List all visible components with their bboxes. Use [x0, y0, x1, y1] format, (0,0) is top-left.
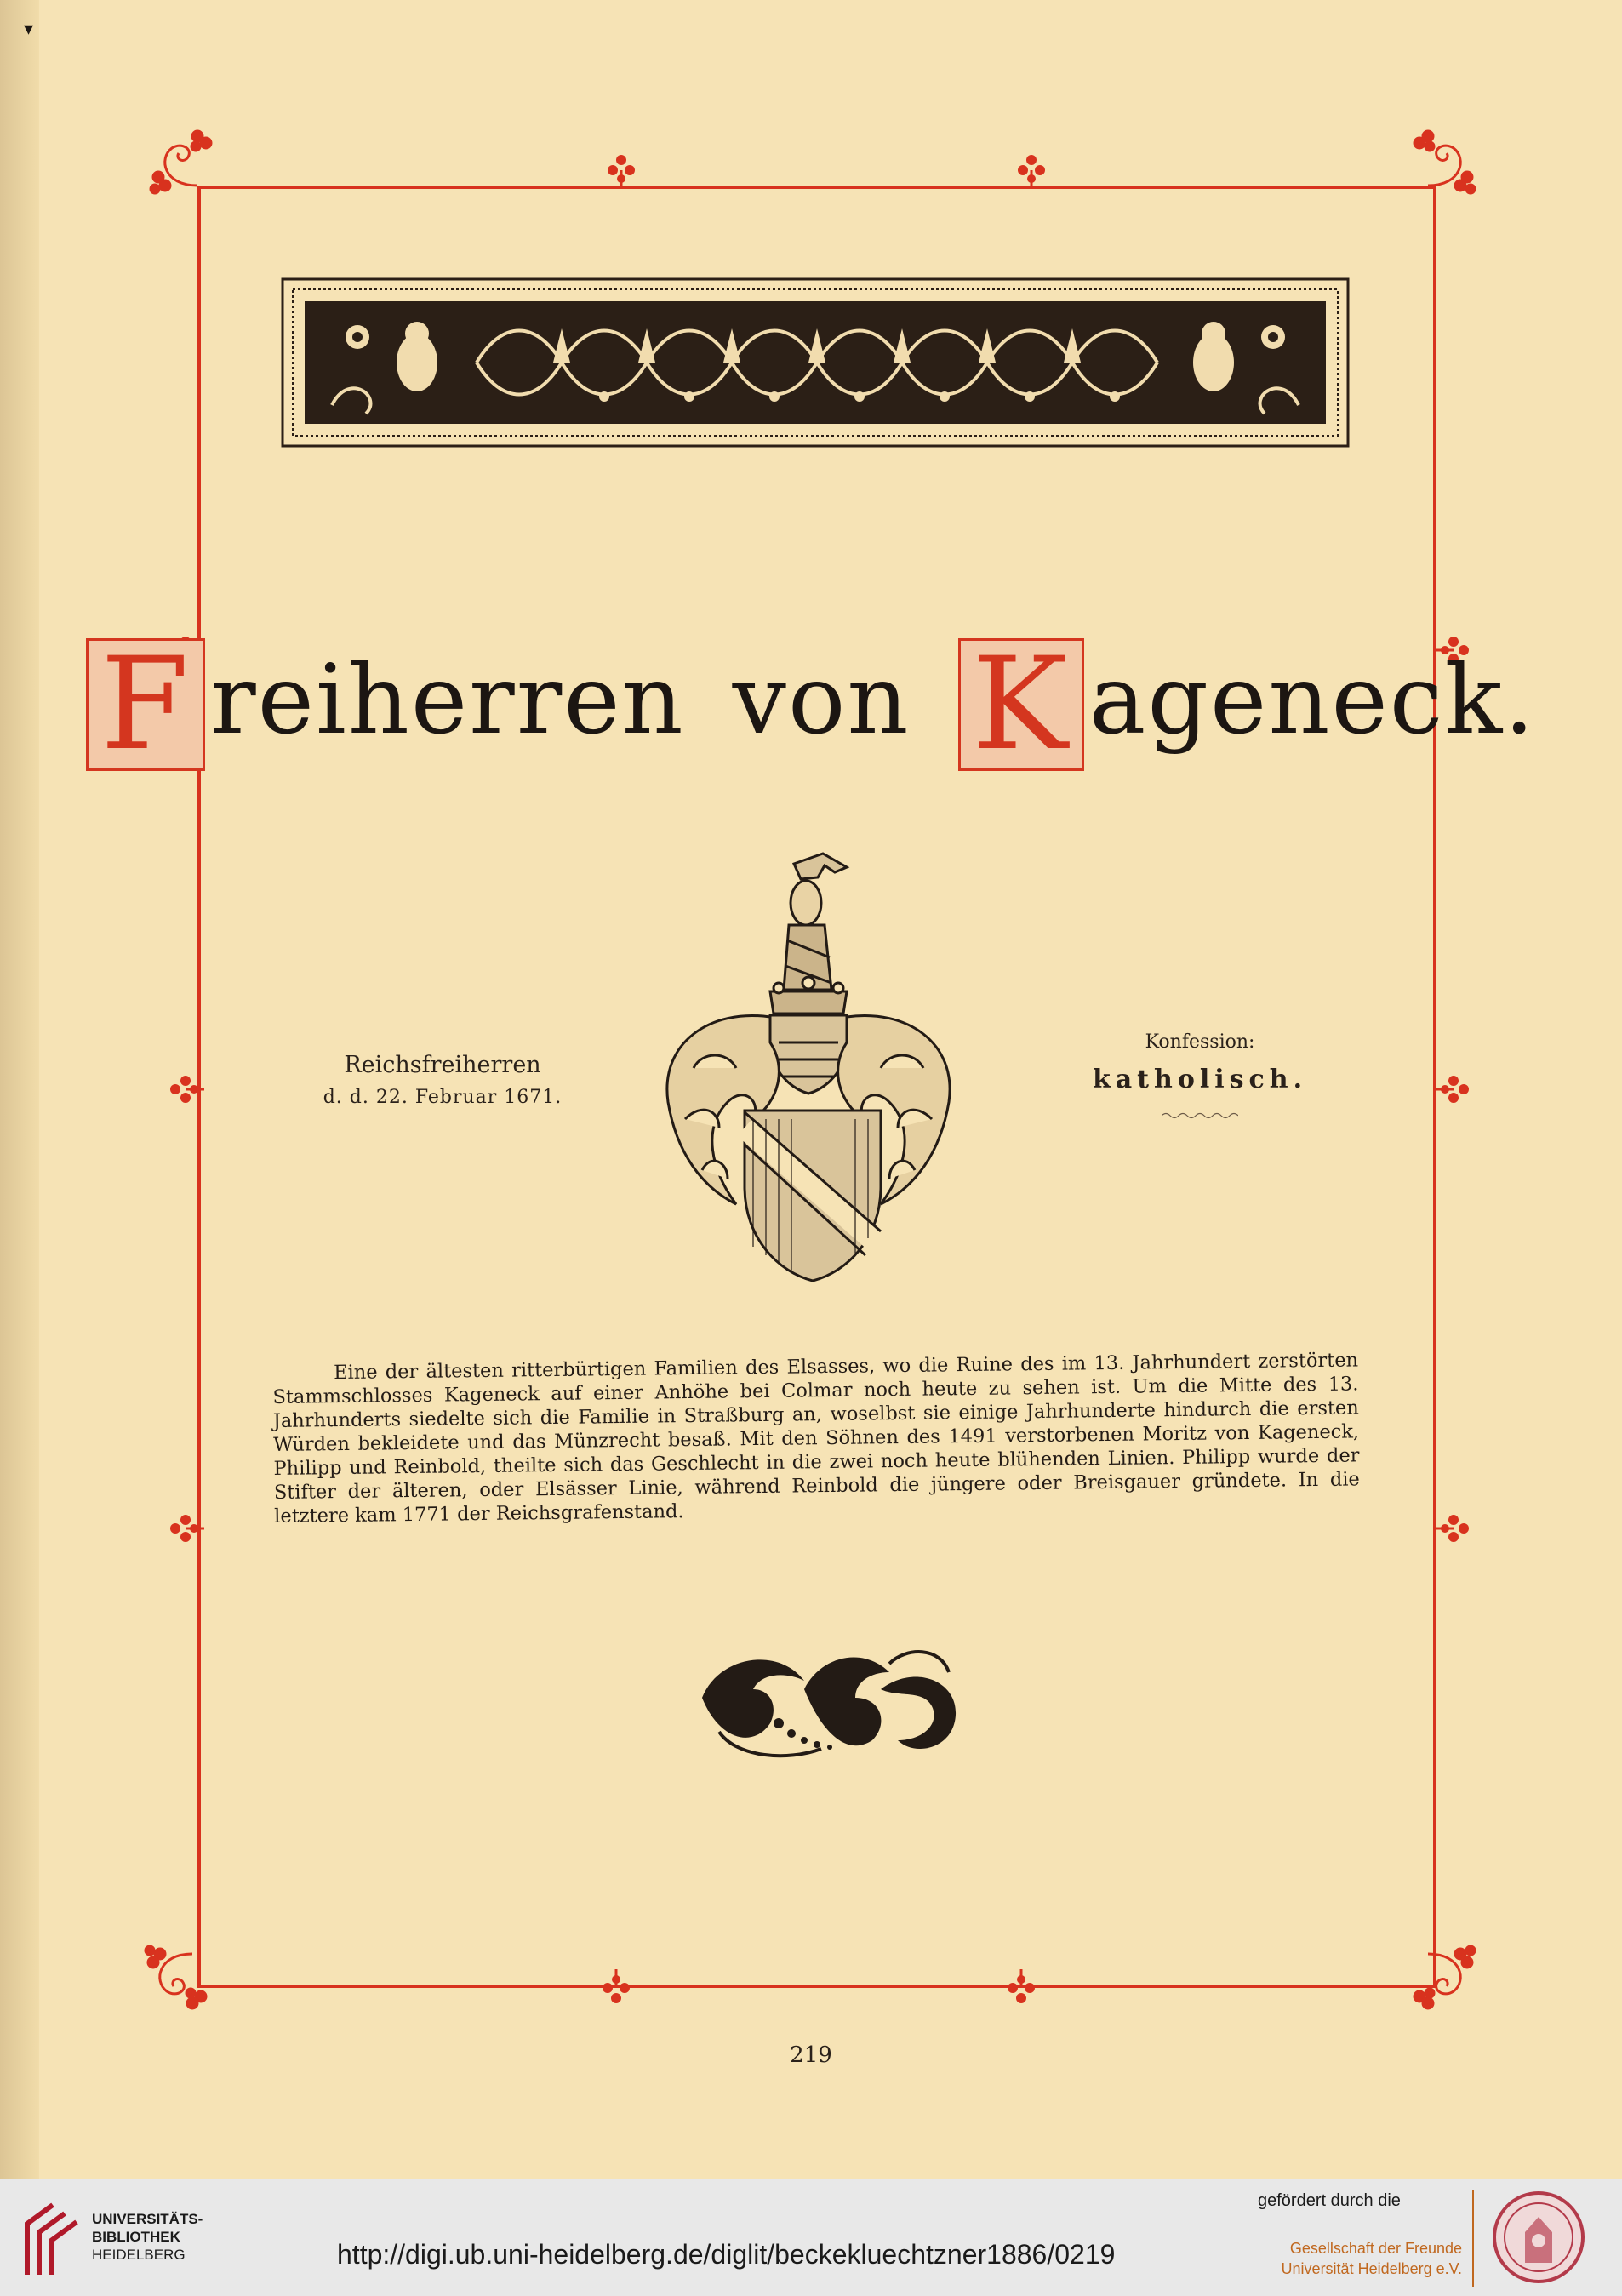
illuminated-initial-k: K: [958, 638, 1084, 771]
university-seal-icon: [1491, 2190, 1586, 2285]
title-word-freiherren: [86, 631, 685, 779]
confession-label: Konfession:: [1145, 1031, 1255, 1053]
library-line-2: BIBLIOTHEK: [92, 2229, 180, 2245]
title-word-von: von: [732, 645, 911, 756]
sponsor-divider: [1472, 2190, 1474, 2287]
sponsor-name-line-2: Universität Heidelberg e.V.: [1281, 2260, 1462, 2277]
coat-of-arms-icon: [643, 847, 974, 1289]
rank-title: Reichsfreiherren: [344, 1052, 541, 1078]
university-library-logo-icon: [19, 2198, 83, 2278]
digitization-footer: [0, 2179, 1622, 2296]
title-word-kageneck: [958, 631, 1536, 779]
confession-note: [1072, 1031, 1328, 1123]
rank-date: d. d. 22. Februar 1671.: [323, 1087, 563, 1108]
rank-note: [289, 1052, 596, 1108]
title-rest-3: ageneck.: [1088, 645, 1536, 756]
trefoil-ornament-icon: [1002, 1969, 1040, 2007]
sponsor-name-line-1: Gesellschaft der Freunde: [1289, 2240, 1462, 2257]
library-line-3: HEIDELBERG: [92, 2247, 186, 2263]
library-line-1: UNIVERSITÄTS-: [92, 2211, 203, 2227]
trefoil-ornament-icon: [1435, 1510, 1472, 1547]
permalink-url[interactable]: http://digi.ub.uni-heidelberg.de/diglit/beckekluechtzner1886/0219: [337, 2239, 1116, 2270]
squiggle-divider-icon: [1162, 1111, 1238, 1120]
sponsor-intro: gefördert durch die: [1258, 2191, 1401, 2210]
corner-mark: ▾: [24, 19, 34, 40]
trefoil-ornament-icon: [167, 1071, 204, 1108]
trefoil-ornament-icon: [603, 151, 640, 189]
corner-ornament-top-left-icon: [146, 124, 223, 201]
ornamental-header-banner: [281, 277, 1350, 448]
body-paragraph: Eine der ältesten ritterbürtigen Familien des Elsasses, wo die Ruine des im 13. Jahrhundert zerstörten Stammschlosses Kageneck auf einer Anhöhe bei Colmar noch heute zu sehen ist. Um die Mitte des 13. Jahrhunderts siedelte sich die Familie in Straßburg an, woselbst sie einige Jahrhunderte hindurch die ersten Würden bekleidete und das Münzrecht besaß. Mit den Söhnen des 1491 verstorbenen Moritz von Kageneck, Philipp und Reinbold, theilte sich das Geschlecht in die zwei noch heute blühenden Linien. Philipp wurde der Stifter der älteren, oder Elsässer Linie, während Reinbold die jüngere oder Breisgauer gründete. In die letztere kam 1771 der Reichsgrafenstand.: [272, 1349, 1360, 1528]
page-number: 219: [790, 2042, 832, 2068]
trefoil-ornament-icon: [1013, 151, 1050, 189]
library-name: [92, 2210, 203, 2264]
trefoil-ornament-icon: [597, 1969, 635, 2007]
sponsor-block: [1249, 2191, 1462, 2279]
page-gutter: [0, 0, 39, 2179]
trefoil-ornament-icon: [1435, 1071, 1472, 1108]
corner-ornament-bottom-right-icon: [1402, 1939, 1479, 2015]
floral-vignette-icon: [685, 1638, 966, 1766]
confession-value: katholisch.: [1092, 1065, 1308, 1094]
illuminated-initial-f: F: [86, 638, 205, 771]
title-rest-1: reiherren: [210, 645, 685, 756]
trefoil-ornament-icon: [167, 1510, 204, 1547]
corner-ornament-top-right-icon: [1402, 124, 1479, 201]
corner-ornament-bottom-left-icon: [141, 1939, 218, 2015]
page-title: [0, 631, 1622, 779]
